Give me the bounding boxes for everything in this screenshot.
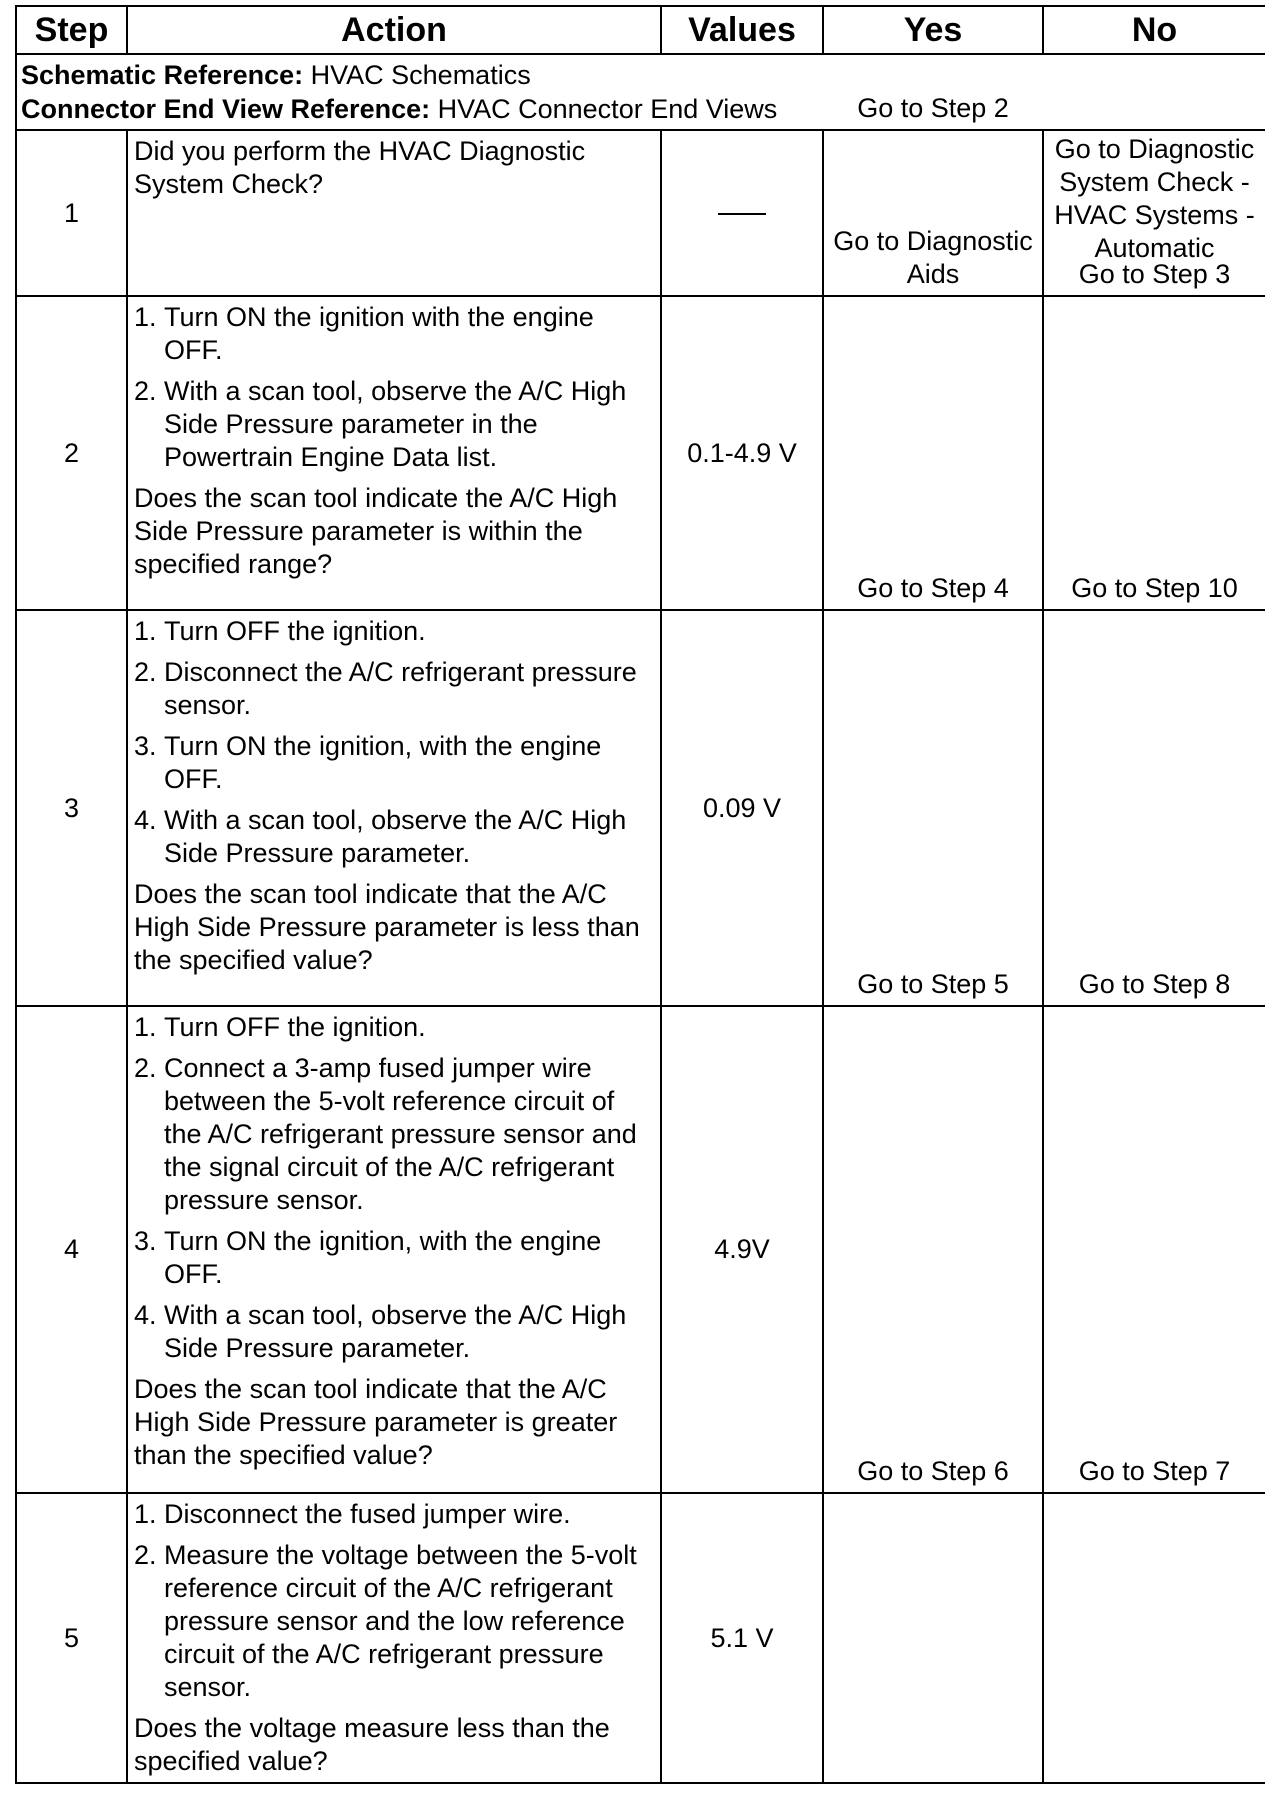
action-cell [127, 610, 661, 1006]
diagnostic-table-sheet [15, 5, 1265, 1796]
action-cell [127, 130, 661, 296]
step-number: 2 [16, 296, 127, 610]
reference-cell [16, 54, 1265, 130]
header-step: Step [16, 6, 127, 54]
action-item: 2. Measure the voltage between the 5-volt reference circuit of the A/C refrigerant pressure sensor and the low reference circuit of the A/C refrigerant pressure sensor. [134, 1540, 637, 1702]
reference-row [16, 54, 1265, 130]
yes-link: Go to Step 2 [857, 93, 1009, 123]
schematic-reference-value: HVAC Schematics [303, 60, 531, 90]
step-number: 3 [16, 610, 127, 1006]
step-row-5 [16, 1493, 1265, 1783]
yes-cell [823, 969, 1043, 1493]
action-item: 2. Connect a 3-amp fused jumper wire between the 5-volt reference circuit of the A/C refrigerant pressure sensor and the signal circuit of the A/C refrigerant pressure sensor. [134, 1053, 637, 1215]
yes-cell [823, 226, 1043, 610]
yes-link: Go to Diagnostic Aids [833, 226, 1033, 289]
schematic-reference [21, 58, 1261, 92]
header-action: Action [127, 6, 661, 54]
step-number: 4 [16, 1006, 127, 1493]
connector-reference-label: Connector End View Reference: [21, 94, 431, 124]
action-item: 3. Turn ON the ignition, with the engine OFF. [134, 1226, 602, 1289]
no-cell [1043, 259, 1265, 610]
header-yes: Yes [823, 6, 1043, 54]
step-row-4 [16, 1006, 1265, 1493]
yes-cell [823, 573, 1043, 1006]
action-question: Did you perform the HVAC Diagnostic System Check? [134, 136, 586, 199]
diagnostic-table [15, 5, 1265, 1784]
no-cell [1043, 969, 1265, 1493]
no-link: Go to Step 3 [1078, 259, 1231, 289]
schematic-reference-label: Schematic Reference: [21, 60, 304, 90]
action-question: Does the scan tool indicate that the A/C High Side Pressure parameter is greater than the specified value? [134, 1374, 618, 1470]
value-cell: 4.9V [661, 1006, 823, 1493]
yes-link: Go to Step 4 [857, 573, 1009, 603]
action-cell [127, 1493, 661, 1783]
value-cell: 5.1 V [661, 1493, 823, 1783]
yes-link: Go to Step 5 [857, 969, 1009, 999]
connector-reference [21, 92, 1261, 126]
action-item: 4. With a scan tool, observe the A/C High Side Pressure parameter. [134, 1300, 627, 1363]
action-cell [127, 1006, 661, 1493]
action-item: 1. Turn OFF the ignition. [134, 616, 426, 646]
action-item: 1. Turn ON the ignition with the engine OFF. [134, 302, 594, 365]
no-link: Go to Step 8 [1078, 969, 1231, 999]
action-question: Does the scan tool indicate the A/C High Side Pressure parameter is within the specified range? [134, 483, 618, 579]
yes-cell [823, 1456, 1043, 1783]
step-row-2 [16, 296, 1265, 610]
no-link: Go to Diagnostic System Check - HVAC Systems - Automatic [1054, 134, 1255, 263]
action-item: 2. Disconnect the A/C refrigerant pressure sensor. [134, 657, 637, 720]
step-number: 1 [16, 130, 127, 296]
no-link: Go to Step 7 [1078, 1456, 1231, 1486]
yes-link: Go to Step 6 [857, 1456, 1009, 1486]
action-item: 4. With a scan tool, observe the A/C High Side Pressure parameter. [134, 805, 627, 868]
value-cell: 0.09 V [661, 610, 823, 1006]
action-question: Does the voltage measure less than the specified value? [134, 1713, 610, 1776]
action-question: Does the scan tool indicate that the A/C High Side Pressure parameter is less than the specified value? [134, 879, 640, 975]
no-value-dash [718, 213, 766, 215]
value-cell [661, 130, 823, 296]
action-item: 2. With a scan tool, observe the A/C High Side Pressure parameter in the Powertrain Engine Data list. [134, 376, 627, 472]
value-cell: 0.1-4.9 V [661, 296, 823, 610]
no-cell [1043, 1456, 1265, 1783]
no-link: Go to Step 10 [1071, 573, 1238, 603]
header-row [16, 6, 1265, 54]
action-item: 1. Turn OFF the ignition. [134, 1012, 426, 1042]
header-values: Values [661, 6, 823, 54]
action-item: 3. Turn ON the ignition, with the engine OFF. [134, 731, 602, 794]
no-cell [1043, 573, 1265, 1006]
step-row-3 [16, 610, 1265, 1006]
header-no: No [1043, 6, 1265, 54]
connector-reference-value: HVAC Connector End Views [430, 94, 778, 124]
step-number: 5 [16, 1493, 127, 1783]
action-cell [127, 296, 661, 610]
action-item: 1. Disconnect the fused jumper wire. [134, 1499, 571, 1529]
